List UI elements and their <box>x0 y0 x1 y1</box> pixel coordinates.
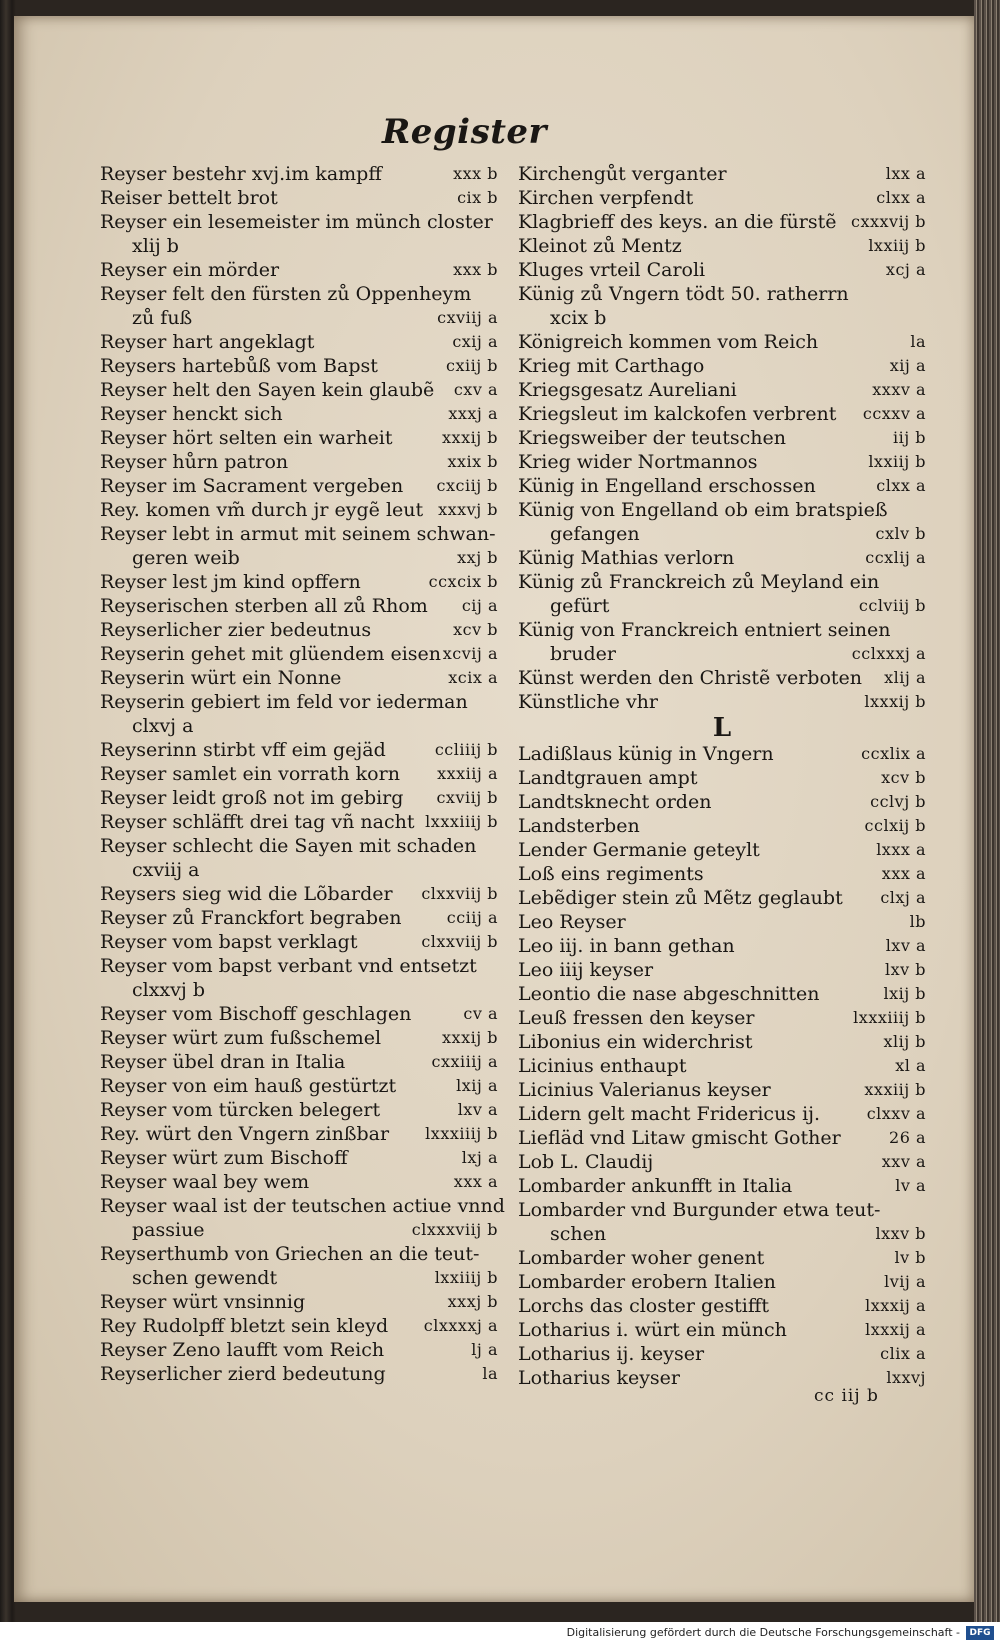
entry-term: Künig Mathias verlorn <box>518 547 735 569</box>
index-entry <box>518 570 926 594</box>
entry-term: Reyserlicher zierd bedeutung <box>100 1363 386 1385</box>
entry-folio-ref: lxxxij b <box>864 692 926 711</box>
entry-term: Reyser schlecht die Sayen mit schaden <box>100 835 477 857</box>
entry-term: Loß eins regiments <box>518 863 704 885</box>
entry-term: Reyserischen sterben all zů Rhom <box>100 595 428 617</box>
entry-term: Reyser lest jm kind opffern <box>100 571 361 593</box>
entry-term: Reyserinn stirbt vff eim gejäd <box>100 739 386 761</box>
index-entry <box>100 690 498 714</box>
entry-term: Lob L. Claudij <box>518 1151 654 1173</box>
index-entry <box>100 666 498 690</box>
entry-term: Reyser Zeno laufft vom Reich <box>100 1339 385 1361</box>
index-entry <box>100 1122 498 1146</box>
index-entry <box>518 402 926 426</box>
right-column-k-entries <box>518 162 926 714</box>
entry-folio-ref: cclxxxj a <box>851 644 926 663</box>
entry-folio-ref: xxx b <box>453 260 498 279</box>
entry-term: Reyser hört selten ein warheit <box>100 427 393 449</box>
entry-term: Reyser vom bapst verbant vnd entsetzt <box>100 955 477 977</box>
footer-bar <box>0 1622 1000 1647</box>
index-entry <box>100 186 498 210</box>
index-entry <box>100 762 498 786</box>
entry-folio-ref: 26 a <box>889 1128 926 1147</box>
entry-folio-ref: lxxxiiij b <box>425 1124 498 1143</box>
entry-term: Lender Germanie geteylt <box>518 839 760 861</box>
register-page <box>14 16 974 1602</box>
entry-folio-ref: la <box>482 1364 498 1383</box>
entry-folio-ref: lxv a <box>885 936 926 955</box>
entry-term: Reyser ein mörder <box>100 259 280 281</box>
entry-term: Künig von Franckreich entniert seinen <box>518 619 891 641</box>
index-entry <box>100 1218 498 1242</box>
index-entry <box>100 1314 498 1338</box>
index-entry <box>518 258 926 282</box>
entry-term: schen <box>550 1223 607 1245</box>
entry-folio-ref: clxxv a <box>866 1104 926 1123</box>
entry-term: Licinius enthaupt <box>518 1055 687 1077</box>
index-entry <box>100 1242 498 1266</box>
entry-folio-ref: lxxiij b <box>868 236 926 255</box>
index-entry <box>100 306 498 330</box>
index-entry <box>100 1170 498 1194</box>
page-edge <box>974 0 1000 1622</box>
index-entry <box>518 982 926 1006</box>
index-entry <box>518 162 926 186</box>
entry-term: bruder <box>550 643 616 665</box>
entry-folio-ref: lxxiiij b <box>434 1268 498 1287</box>
entry-folio-ref: cclviij b <box>858 596 926 615</box>
index-entry <box>100 546 498 570</box>
index-entry <box>100 858 498 882</box>
entry-term: Reyser waal bey wem <box>100 1171 310 1193</box>
entry-folio-ref: lxv a <box>457 1100 498 1119</box>
entry-folio-ref: xxxij b <box>442 428 498 447</box>
index-entry <box>100 234 498 258</box>
entry-folio-ref: lvij a <box>884 1272 926 1291</box>
index-entry <box>518 378 926 402</box>
entry-folio-ref: xcj a <box>885 260 926 279</box>
entry-term: Reyser vom Bischoff geschlagen <box>100 1003 412 1025</box>
entry-term: Reyser würt zum Bischoff <box>100 1147 348 1169</box>
entry-term: Krieg mit Carthago <box>518 355 705 377</box>
entry-term: Künstliche vhr <box>518 691 659 713</box>
right-column <box>518 162 926 1390</box>
entry-folio-ref: cclvj b <box>870 792 926 811</box>
entry-term: Reyser schläfft drei tag vñ nacht <box>100 811 415 833</box>
entry-term: Kluges vrteil Caroli <box>518 259 706 281</box>
entry-folio-ref: cij a <box>461 596 498 615</box>
index-entry <box>518 910 926 934</box>
index-entry <box>100 354 498 378</box>
index-entry <box>518 934 926 958</box>
entry-term: Lotharius ij. keyser <box>518 1343 705 1365</box>
entry-term: Künst werden den Christẽ verboten <box>518 667 863 689</box>
index-entry <box>100 834 498 858</box>
entry-term: Reyserin würt ein Nonne <box>100 667 342 689</box>
index-entry <box>100 258 498 282</box>
entry-term: schen gewendt <box>132 1267 278 1289</box>
entry-folio-ref: lxxxij a <box>865 1296 926 1315</box>
entry-folio-ref: cclxij b <box>864 816 926 835</box>
index-entry <box>100 642 498 666</box>
index-entry <box>100 714 498 738</box>
index-entry <box>518 1078 926 1102</box>
entry-folio-ref: cxxxvij b <box>851 212 926 231</box>
index-entry <box>518 766 926 790</box>
index-entry <box>100 1098 498 1122</box>
index-entry <box>100 906 498 930</box>
entry-term: xlij b <box>132 235 179 257</box>
index-entry <box>518 594 926 618</box>
entry-folio-ref: xxx a <box>881 864 926 883</box>
entry-term: Lombarder erobern Italien <box>518 1271 776 1293</box>
entry-term: Lidern gelt macht Fridericus ij. <box>518 1103 821 1125</box>
entry-term: Leo iij. in bann gethan <box>518 935 735 957</box>
entry-folio-ref: xcvij a <box>442 644 498 663</box>
index-entry <box>518 1174 926 1198</box>
index-entry <box>518 742 926 766</box>
index-entry <box>518 474 926 498</box>
entry-term: xcix b <box>550 307 607 329</box>
entry-folio-ref: clxxviij b <box>421 884 498 903</box>
entry-term: Leuß fressen den keyser <box>518 1007 755 1029</box>
entry-term: Rey Rudolpff bletzt sein kleyd <box>100 1315 389 1337</box>
entry-term: Leo Reyser <box>518 911 626 933</box>
index-entry <box>518 1006 926 1030</box>
entry-folio-ref: lxij b <box>883 984 926 1003</box>
entry-folio-ref: xxxiij b <box>864 1080 926 1099</box>
entry-term: Reyser vom türcken belegert <box>100 1099 381 1121</box>
index-entry <box>100 1290 498 1314</box>
index-entry <box>518 618 926 642</box>
index-entry <box>518 1126 926 1150</box>
entry-term: geren weib <box>132 547 240 569</box>
index-entry <box>100 1362 498 1386</box>
entry-folio-ref: ccxlij a <box>865 548 926 567</box>
entry-term: Lombarder ankunfft in Italia <box>518 1175 793 1197</box>
entry-folio-ref: lv b <box>894 1248 926 1267</box>
index-entry <box>100 954 498 978</box>
entry-folio-ref: lxxv b <box>875 1224 926 1243</box>
index-entry <box>518 234 926 258</box>
index-entry <box>518 690 926 714</box>
entry-term: Kirchengůt verganter <box>518 163 727 185</box>
entry-term: Kirchen verpfendt <box>518 187 694 209</box>
entry-folio-ref: lj a <box>471 1340 498 1359</box>
entry-folio-ref: xxxvj b <box>438 500 498 519</box>
entry-folio-ref: lxxx a <box>876 840 926 859</box>
index-entry <box>518 330 926 354</box>
entry-term: Reyser von eim hauß gestürtzt <box>100 1075 397 1097</box>
entry-term: Künig zů Franckreich zů Meyland ein <box>518 571 880 593</box>
entry-folio-ref: xxix b <box>447 452 498 471</box>
entry-folio-ref: cxviij b <box>436 788 498 807</box>
entry-folio-ref: xlij b <box>883 1032 926 1051</box>
entry-folio-ref: xxxij b <box>442 1028 498 1047</box>
entry-term: Reyser leidt groß not im gebirg <box>100 787 404 809</box>
entry-term: Reyser würt vnsinnig <box>100 1291 306 1313</box>
entry-folio-ref: lxxxiiij b <box>425 812 498 831</box>
entry-term: clxxvj b <box>132 979 205 1001</box>
entry-term: Leontio die nase abgeschnitten <box>518 983 820 1005</box>
entry-folio-ref: xxj b <box>457 548 498 567</box>
index-entry <box>100 1194 505 1218</box>
entry-term: Reyser bestehr xvj.im kampff <box>100 163 382 185</box>
index-entry <box>100 330 498 354</box>
entry-folio-ref: lxij a <box>456 1076 498 1095</box>
entry-folio-ref: cxiij b <box>445 356 498 375</box>
index-entry <box>518 210 926 234</box>
index-entry <box>518 546 926 570</box>
index-entry <box>100 570 498 594</box>
entry-term: Reyserlicher zier bedeutnus <box>100 619 372 641</box>
index-entry <box>518 1150 926 1174</box>
index-entry <box>100 930 498 954</box>
index-entry <box>100 210 498 234</box>
entry-term: Reysers sieg wid die Lõbarder <box>100 883 393 905</box>
index-entry <box>100 618 498 642</box>
index-entry <box>100 282 498 306</box>
index-entry <box>518 306 926 330</box>
entry-term: Kriegsweiber der teutschen <box>518 427 787 449</box>
entry-folio-ref: clxx a <box>876 188 926 207</box>
index-entry <box>518 1294 926 1318</box>
index-entry <box>518 1318 926 1342</box>
entry-folio-ref: lxx a <box>885 164 926 183</box>
entry-folio-ref: xl a <box>895 1056 926 1075</box>
entry-folio-ref: lxv b <box>884 960 926 979</box>
entry-term: Liefläd vnd Litaw gmischt Gother <box>518 1127 841 1149</box>
entry-term: Lotharius keyser <box>518 1367 681 1389</box>
entry-term: gefangen <box>550 523 640 545</box>
entry-term: Reyser zů Franckfort begraben <box>100 907 402 929</box>
entry-folio-ref: lxj a <box>461 1148 498 1167</box>
entry-folio-ref: cciij a <box>446 908 498 927</box>
entry-folio-ref: lxxiij b <box>868 452 926 471</box>
entry-folio-ref: lxxvj <box>886 1368 926 1387</box>
entry-term: Reyserthumb von Griechen an die teut- <box>100 1243 480 1265</box>
index-entry <box>100 1026 498 1050</box>
index-entry <box>100 162 498 186</box>
entry-term: Rey. würt den Vngern zinßbar <box>100 1123 390 1145</box>
entry-folio-ref: ccliiij b <box>434 740 498 759</box>
entry-folio-ref: xcix a <box>448 668 498 687</box>
index-entry <box>518 790 926 814</box>
entry-term: Leo iiij keyser <box>518 959 654 981</box>
index-entry <box>518 1054 926 1078</box>
entry-term: Lotharius i. würt ein münch <box>518 1319 787 1341</box>
entry-folio-ref: lv a <box>895 1176 926 1195</box>
entry-term: Libonius ein widerchrist <box>518 1031 753 1053</box>
index-entry <box>518 1246 926 1270</box>
entry-folio-ref: clxx a <box>876 476 926 495</box>
index-entry <box>518 666 926 690</box>
entry-folio-ref: xij a <box>889 356 926 375</box>
index-entry <box>518 642 926 666</box>
entry-term: Reyser hůrn patron <box>100 451 289 473</box>
entry-folio-ref: lxxxiiij b <box>853 1008 926 1027</box>
index-entry <box>518 498 926 522</box>
entry-term: Reyserin gebiert im feld vor iederman <box>100 691 468 713</box>
entry-term: Reyser übel dran in Italia <box>100 1051 346 1073</box>
entry-folio-ref: cix b <box>457 188 498 207</box>
entry-term: Reyserin gehet mit glüendem eisen <box>100 643 442 665</box>
entry-term: Landtsknecht orden <box>518 791 712 813</box>
index-entry <box>100 378 498 402</box>
dfg-logo-icon: DFG <box>966 1626 994 1640</box>
index-entry <box>518 282 926 306</box>
entry-term: clxvj a <box>132 715 194 737</box>
entry-term: Rey. komen vm̃ durch jr eygẽ leut <box>100 499 424 521</box>
index-entry <box>100 882 498 906</box>
entry-folio-ref: clix a <box>880 1344 926 1363</box>
index-entry <box>100 594 498 618</box>
entry-folio-ref: cxv a <box>453 380 498 399</box>
entry-term: Reyser ein lesemeister im münch closter <box>100 211 493 233</box>
section-letter-heading: L <box>712 713 732 743</box>
index-entry <box>100 522 498 546</box>
entry-term: Künig zů Vngern tödt 50. ratherrn <box>518 283 849 305</box>
entry-folio-ref: cxlv b <box>875 524 926 543</box>
entry-term: Reyser felt den fürsten zů Oppenheym <box>100 283 472 305</box>
left-column <box>100 162 505 1386</box>
entry-term: Reyser waal ist der teutschen actiue vnnd <box>100 1195 505 1217</box>
entry-folio-ref: xlij a <box>884 668 926 687</box>
entry-folio-ref: ccxxv a <box>862 404 926 423</box>
entry-term: gefürt <box>550 595 610 617</box>
entry-term: Kriegsleut im kalckofen verbrent <box>518 403 837 425</box>
entry-folio-ref: xxxiij a <box>437 764 498 783</box>
entry-term: Ladißlaus künig in Vngern <box>518 743 774 765</box>
entry-folio-ref: xxxv a <box>872 380 926 399</box>
entry-folio-ref: xxx a <box>453 1172 498 1191</box>
entry-folio-ref: cxviij a <box>437 308 498 327</box>
entry-term: Reyser helt den Sayen kein glaubẽ <box>100 379 435 401</box>
index-entry <box>518 354 926 378</box>
index-entry <box>518 958 926 982</box>
entry-folio-ref: clxj a <box>880 888 926 907</box>
entry-term: zů fuß <box>132 307 193 329</box>
page-title: Register <box>382 112 547 152</box>
entry-folio-ref: xxxj b <box>447 1292 498 1311</box>
entry-term: Reyser vom bapst verklagt <box>100 931 358 953</box>
entry-folio-ref: iij b <box>892 428 926 447</box>
entry-folio-ref: cxxiiij a <box>431 1052 498 1071</box>
index-entry <box>518 186 926 210</box>
entry-folio-ref: xxxj a <box>448 404 498 423</box>
index-entry <box>518 814 926 838</box>
index-entry <box>518 522 926 546</box>
entry-term: Lombarder vnd Burgunder etwa teut- <box>518 1199 881 1221</box>
index-entry <box>100 786 498 810</box>
entry-folio-ref: clxxxxj a <box>423 1316 498 1335</box>
entry-term: Reyser henckt sich <box>100 403 283 425</box>
index-entry <box>100 450 498 474</box>
entry-folio-ref: ccxcix b <box>428 572 498 591</box>
index-entry <box>518 1270 926 1294</box>
index-entry <box>100 978 498 1002</box>
entry-folio-ref: xcv b <box>453 620 498 639</box>
entry-term: Reyser im Sacrament vergeben <box>100 475 404 497</box>
right-column-l-entries <box>518 742 926 1390</box>
entry-term: Reyser lebt in armut mit seinem schwan- <box>100 523 496 545</box>
index-entry <box>100 810 498 834</box>
entry-term: Lombarder woher genent <box>518 1247 765 1269</box>
entry-folio-ref: xxv a <box>881 1152 926 1171</box>
index-entry <box>100 1266 498 1290</box>
entry-folio-ref: ccxlix a <box>861 744 926 763</box>
entry-term: Landtgrauen ampt <box>518 767 698 789</box>
index-entry <box>100 1050 498 1074</box>
entry-folio-ref: cv a <box>463 1004 498 1023</box>
index-entry <box>518 426 926 450</box>
entry-folio-ref: lxxxij a <box>865 1320 926 1339</box>
entry-term: Licinius Valerianus keyser <box>518 1079 771 1101</box>
footer-credit: Digitalisierung gefördert durch die Deutsche Forschungsgemeinschaft - <box>566 1626 960 1639</box>
entry-term: Reysers hartebůß vom Bapst <box>100 355 378 377</box>
index-entry <box>518 886 926 910</box>
entry-term: Reyser samlet ein vorrath korn <box>100 763 400 785</box>
index-entry <box>100 498 498 522</box>
index-entry <box>518 838 926 862</box>
entry-term: Lorchs das closter gestifft <box>518 1295 769 1317</box>
entry-folio-ref: cxciij b <box>436 476 498 495</box>
entry-term: Künig von Engelland ob eim bratspieß <box>518 499 888 521</box>
entry-folio-ref: clxxviij b <box>421 932 498 951</box>
index-entry <box>518 1102 926 1126</box>
index-entry <box>518 1342 926 1366</box>
index-entry <box>518 1222 926 1246</box>
entry-term: Künig in Engelland erschossen <box>518 475 816 497</box>
entry-folio-ref: xxx b <box>453 164 498 183</box>
entry-term: passiue <box>132 1219 205 1241</box>
entry-folio-ref: la <box>910 332 926 351</box>
index-entry <box>100 738 498 762</box>
entry-folio-ref: cxij a <box>452 332 498 351</box>
entry-term: Reiser bettelt brot <box>100 187 278 209</box>
entry-term: Landsterben <box>518 815 640 837</box>
index-entry <box>100 1338 498 1362</box>
index-entry <box>100 1002 498 1026</box>
index-entry <box>518 1030 926 1054</box>
entry-folio-ref: xcv b <box>881 768 926 787</box>
entry-term: Reyser hart angeklagt <box>100 331 315 353</box>
entry-term: Krieg wider Nortmannos <box>518 451 758 473</box>
entry-term: Reyser würt zum fußschemel <box>100 1027 382 1049</box>
entry-term: Kriegsgesatz Aureliani <box>518 379 737 401</box>
index-entry <box>100 474 498 498</box>
entry-term: Klagbrieff des keys. an die fürstẽ <box>518 211 837 233</box>
entry-term: cxviij a <box>132 859 200 881</box>
index-entry <box>100 1074 498 1098</box>
index-entry <box>518 862 926 886</box>
entry-term: Lebẽdiger stein zů Mẽtz geglaubt <box>518 887 843 909</box>
entry-folio-ref: clxxxviij b <box>411 1220 498 1239</box>
index-entry <box>100 1146 498 1170</box>
index-entry <box>100 402 498 426</box>
entry-term: Königreich kommen vom Reich <box>518 331 819 353</box>
page-signature: cc iij b <box>814 1386 879 1406</box>
index-entry <box>518 1198 926 1222</box>
index-entry <box>518 450 926 474</box>
entry-term: Kleinot zů Mentz <box>518 235 682 257</box>
index-entry <box>100 426 498 450</box>
entry-folio-ref: lb <box>909 912 926 931</box>
